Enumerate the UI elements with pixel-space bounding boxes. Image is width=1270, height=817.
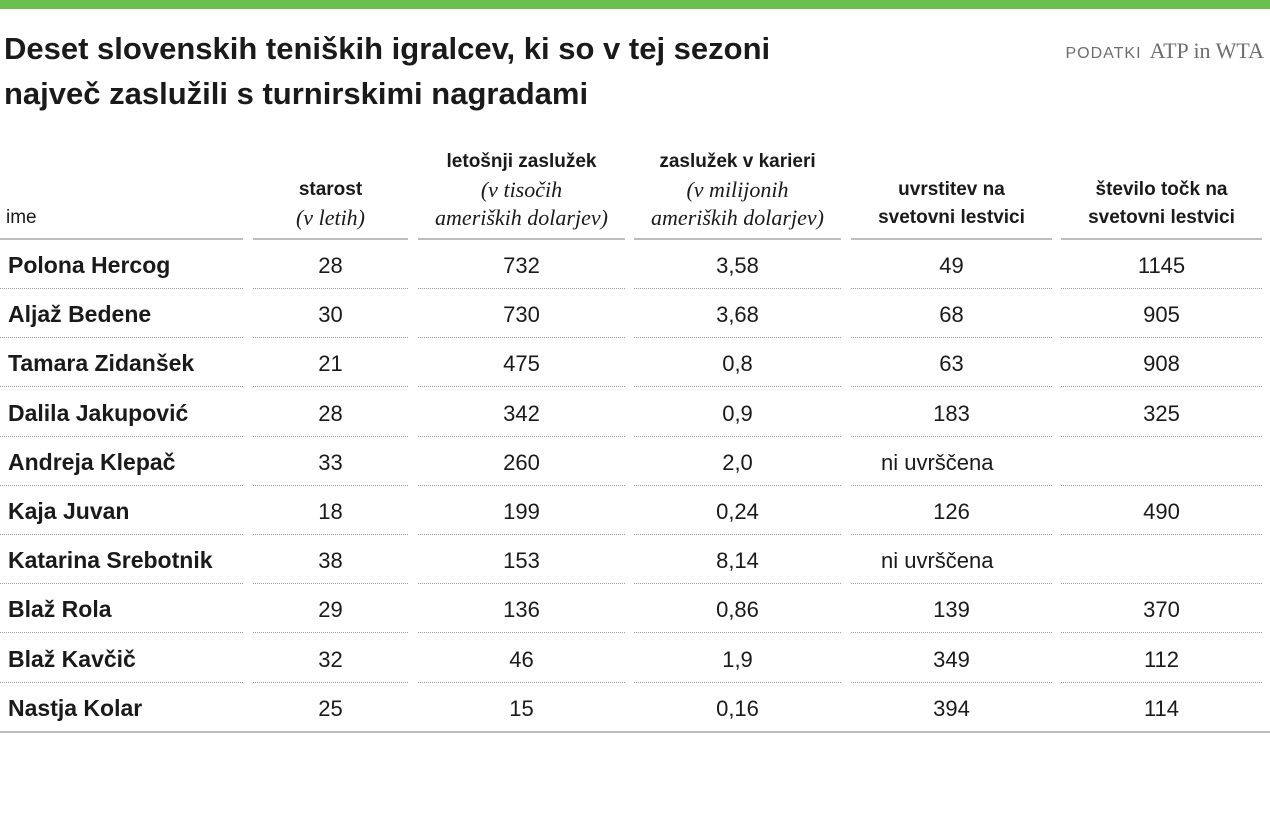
cell-ranking: ni uvrščena [851, 439, 1052, 486]
cell-season-earnings: 136 [418, 586, 625, 633]
cell-age: 29 [253, 586, 408, 633]
cell-career-earnings: 8,14 [634, 537, 841, 584]
table-row [0, 537, 1270, 586]
cell-age: 32 [253, 636, 408, 683]
cell-age: 28 [253, 390, 408, 437]
table-row [0, 291, 1270, 340]
cell-points: 905 [1061, 291, 1262, 338]
cell-points [1061, 537, 1262, 584]
cell-season-earnings: 153 [418, 537, 625, 584]
cell-points: 114 [1061, 685, 1262, 732]
cell-age: 30 [253, 291, 408, 338]
cell-name: Blaž Rola [0, 586, 243, 633]
cell-season-earnings: 475 [418, 340, 625, 387]
cell-career-earnings: 0,16 [634, 685, 841, 732]
column-header-unit: ameriških dolarjev) [651, 205, 824, 230]
column-header-name [0, 140, 243, 240]
cell-points: 112 [1061, 636, 1262, 683]
cell-age: 38 [253, 537, 408, 584]
title-line-1: Deset slovenskih teniških igralcev, ki so v tej sezoni [4, 31, 771, 66]
table-row [0, 685, 1270, 734]
title-line-2: največ zaslužili s turnirskimi nagradami [4, 76, 589, 111]
source-label: PODATKI [1065, 45, 1142, 62]
cell-career-earnings: 3,58 [634, 242, 841, 289]
cell-points: 908 [1061, 340, 1262, 387]
cell-points: 1145 [1061, 242, 1262, 289]
chart-title [4, 26, 884, 116]
column-header-label: letošnji zaslužek [446, 151, 597, 172]
column-header-label: svetovni lestvici [1088, 207, 1235, 228]
cell-season-earnings: 732 [418, 242, 625, 289]
column-header-season-earnings [418, 140, 625, 240]
cell-points: 490 [1061, 488, 1262, 535]
cell-career-earnings: 0,9 [634, 390, 841, 437]
cell-name: Polona Hercog [0, 242, 243, 289]
source-value: ATP in WTA [1149, 38, 1264, 63]
cell-ranking: ni uvrščena [851, 537, 1052, 584]
cell-career-earnings: 2,0 [634, 439, 841, 486]
column-header-career-earnings [634, 140, 841, 240]
cell-ranking: 63 [851, 340, 1052, 387]
cell-age: 28 [253, 242, 408, 289]
cell-age: 18 [253, 488, 408, 535]
cell-ranking: 68 [851, 291, 1052, 338]
cell-points [1061, 439, 1262, 486]
table-row [0, 439, 1270, 488]
cell-name: Kaja Juvan [0, 488, 243, 535]
cell-career-earnings: 0,86 [634, 586, 841, 633]
column-header-label: število točk na [1095, 179, 1228, 200]
column-header-ranking [851, 140, 1052, 240]
table-bottom-rule [0, 731, 1270, 733]
column-header-unit: (v tisočih [480, 177, 563, 202]
cell-season-earnings: 15 [418, 685, 625, 732]
column-header-label: uvrstitev na [898, 179, 1005, 200]
cell-season-earnings: 260 [418, 439, 625, 486]
table-row [0, 488, 1270, 537]
column-header-label: starost [298, 179, 363, 200]
cell-age: 33 [253, 439, 408, 486]
column-header-label: ime [6, 207, 37, 228]
accent-bar [0, 0, 1270, 9]
cell-name: Blaž Kavčič [0, 636, 243, 683]
column-header-unit: (v milijonih [686, 177, 789, 202]
cell-career-earnings: 1,9 [634, 636, 841, 683]
cell-ranking: 183 [851, 390, 1052, 437]
cell-season-earnings: 46 [418, 636, 625, 683]
cell-ranking: 49 [851, 242, 1052, 289]
cell-ranking: 126 [851, 488, 1052, 535]
cell-name: Katarina Srebotnik [0, 537, 243, 584]
column-header-points [1061, 140, 1262, 240]
cell-name: Aljaž Bedene [0, 291, 243, 338]
cell-career-earnings: 3,68 [634, 291, 841, 338]
column-header-label: svetovni lestvici [878, 207, 1025, 228]
table-row [0, 340, 1270, 389]
column-header-age [253, 140, 408, 240]
cell-season-earnings: 730 [418, 291, 625, 338]
cell-season-earnings: 199 [418, 488, 625, 535]
cell-age: 25 [253, 685, 408, 732]
table-row [0, 242, 1270, 291]
cell-name: Tamara Zidanšek [0, 340, 243, 387]
cell-ranking: 349 [851, 636, 1052, 683]
table-body [0, 242, 1270, 734]
cell-name: Dalila Jakupović [0, 390, 243, 437]
cell-ranking: 394 [851, 685, 1052, 732]
source-note [1065, 38, 1264, 64]
cell-season-earnings: 342 [418, 390, 625, 437]
cell-points: 325 [1061, 390, 1262, 437]
column-header-label: zaslužek v karieri [659, 151, 816, 172]
cell-points: 370 [1061, 586, 1262, 633]
cell-career-earnings: 0,8 [634, 340, 841, 387]
cell-name: Andreja Klepač [0, 439, 243, 486]
cell-ranking: 139 [851, 586, 1052, 633]
table-row [0, 390, 1270, 439]
cell-career-earnings: 0,24 [634, 488, 841, 535]
column-header-unit: (v letih) [295, 205, 366, 230]
table-row [0, 586, 1270, 635]
column-header-unit: ameriških dolarjev) [435, 205, 608, 230]
cell-age: 21 [253, 340, 408, 387]
cell-name: Nastja Kolar [0, 685, 243, 732]
table-row [0, 636, 1270, 685]
